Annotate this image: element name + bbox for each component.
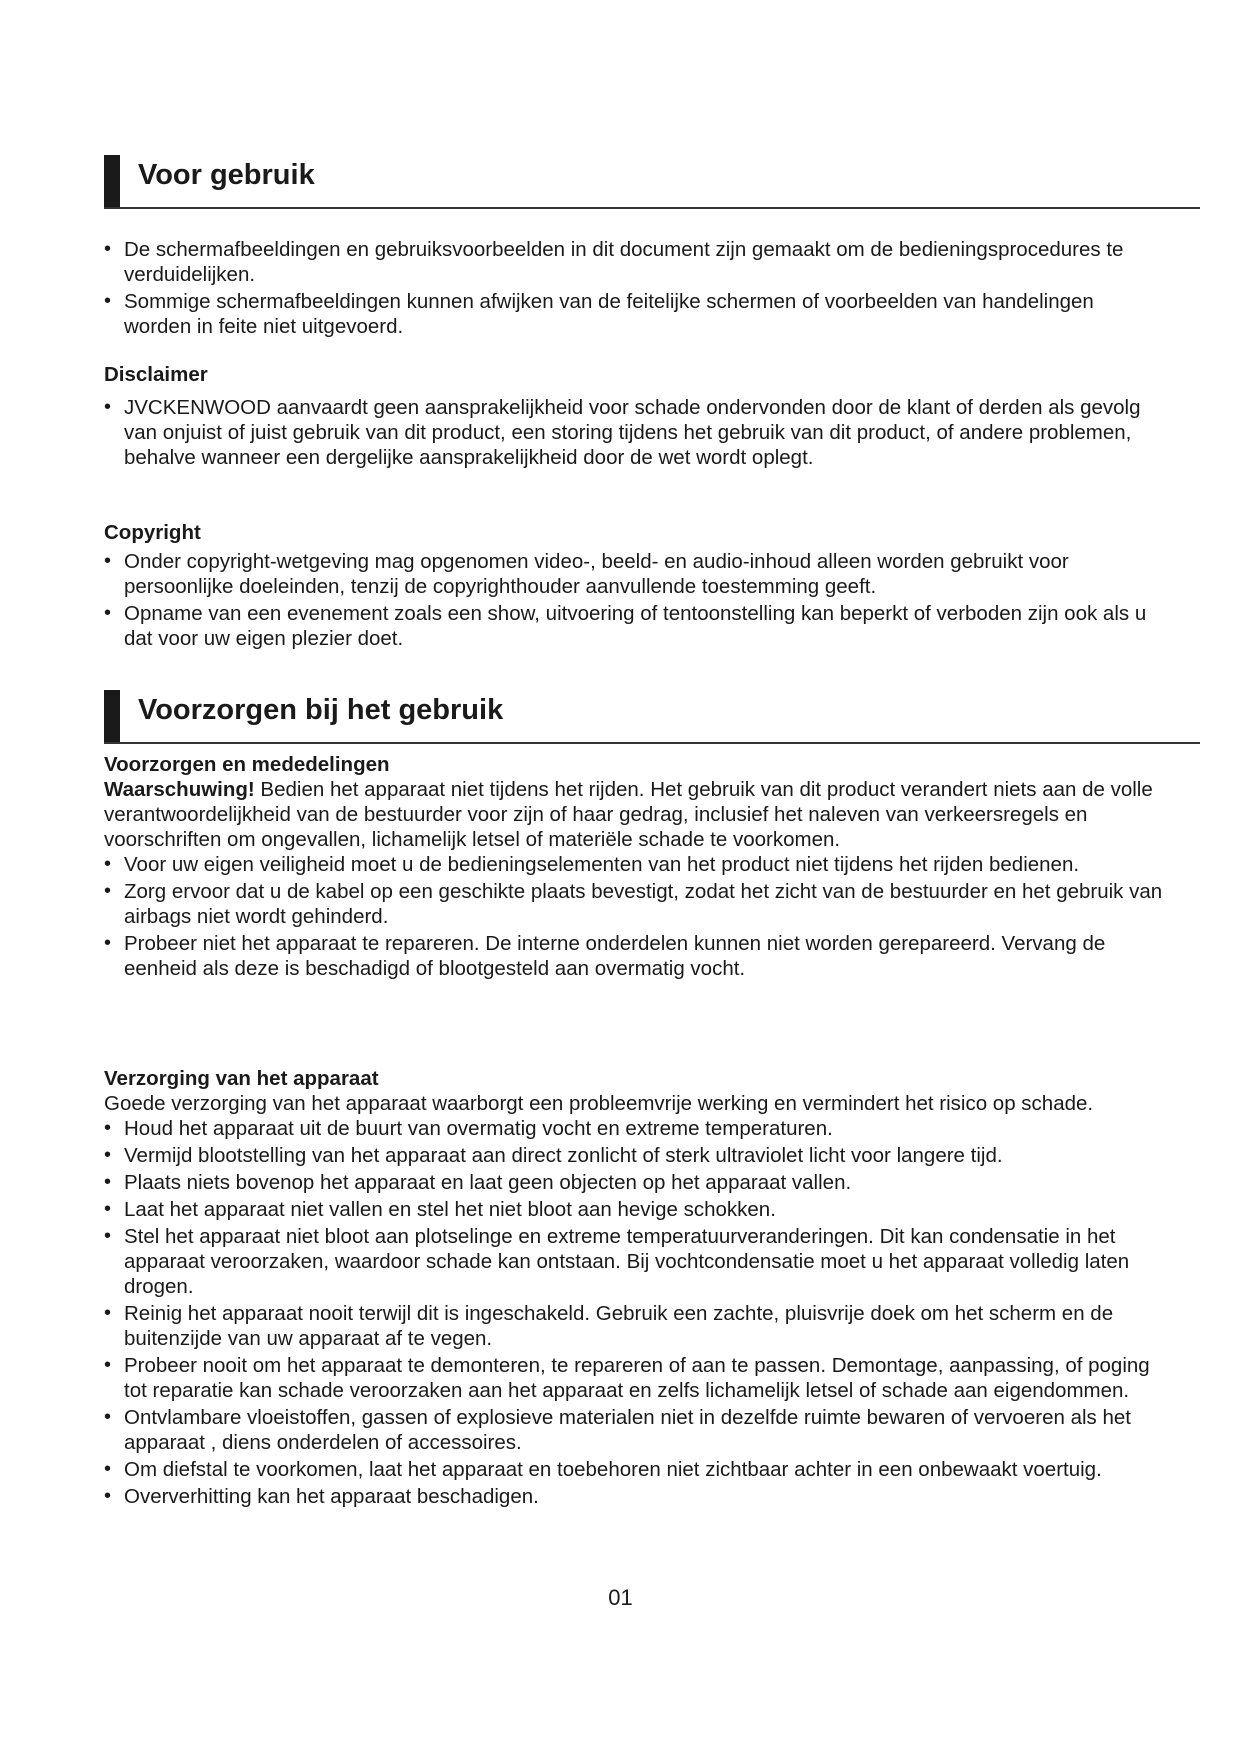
section-title: Voor gebruik [138, 159, 315, 191]
list-item: • Reinig het apparaat nooit terwijl dit is ingeschakeld. Gebruik een zachte, pluisvrije doek om het scherm en de buitenzijde van uw apparaat af te vegen. [104, 1301, 1164, 1351]
section-marker-bar [104, 155, 120, 207]
list-item: • Onder copyright-wetgeving mag opgenomen video-, beeld- en audio-inhoud alleen worden gebruikt voor persoonlijke doeleinden, tenzij de copyrighthouder aanvullende toestemming geeft. [104, 549, 1164, 599]
page-number: 01 [608, 1585, 633, 1610]
warning-text: Bedien het apparaat niet tijdens het rijden. Het gebruik van dit product verandert niets aan de volle verantwoordelijkheid van de bestuurder voor zijn of haar gedrag, inclusief het naleven van verkeersregels en voorschriften om ongevallen, lichamelijk letsel of materiële schade te voorkomen. [104, 778, 1153, 851]
list-item: • Opname van een evenement zoals een show, uitvoering of tentoonstelling kan beperkt of verboden zijn ook als u dat voor uw eigen plezier doet. [104, 601, 1164, 651]
precautions-block [104, 752, 1164, 983]
copyright-heading: Copyright [104, 521, 201, 544]
disclaimer-heading: Disclaimer [104, 363, 208, 386]
intro-block [104, 237, 1164, 341]
list-item: • Oververhitting kan het apparaat beschadigen. [104, 1484, 1164, 1509]
copyright-block [104, 520, 1164, 653]
list-item: • Probeer nooit om het apparaat te demonteren, te repareren of aan te passen. Demontage, aanpassing, of poging tot reparatie kan schade veroorzaken aan het apparaat en zelfs lichamelijk letsel of schade aan eigendommen. [104, 1353, 1164, 1403]
disclaimer-block [104, 362, 1164, 472]
precautions-list [104, 852, 1164, 981]
list-item: • Voor uw eigen veiligheid moet u de bedieningselementen van het product niet tijdens het rijden bedienen. [104, 852, 1164, 877]
list-item: • Laat het apparaat niet vallen en stel het niet bloot aan hevige schokken. [104, 1197, 1164, 1222]
intro-list [104, 237, 1164, 339]
copyright-list [104, 549, 1164, 651]
section-header-voorzorgen [104, 690, 1200, 744]
care-block [104, 1066, 1164, 1511]
care-intro: Goede verzorging van het apparaat waarborgt een probleemvrije werking en vermindert het risico op schade. [104, 1092, 1094, 1115]
list-item: • Zorg ervoor dat u de kabel op een geschikte plaats bevestigt, zodat het zicht van de bestuurder en het gebruik van airbags niet wordt gehinderd. [104, 879, 1164, 929]
precautions-heading: Voorzorgen en mededelingen [104, 753, 390, 776]
disclaimer-list [104, 395, 1164, 470]
list-item: • Stel het apparaat niet bloot aan plotselinge en extreme temperatuurveranderingen. Dit kan condensatie in het apparaat veroorzaken, waardoor schade kan ontstaan. Bij vochtcondensatie moet u het apparaat volledig laten drogen. [104, 1224, 1164, 1299]
list-item: • Sommige schermafbeeldingen kunnen afwijken van de feitelijke schermen of voorbeelden van handelingen worden in feite niet uitgevoerd. [104, 289, 1164, 339]
care-heading: Verzorging van het apparaat [104, 1067, 379, 1090]
list-item: • Probeer niet het apparaat te repareren. De interne onderdelen kunnen niet worden gerepareerd. Vervang de eenheid als deze is beschadigd of blootgesteld aan overmatig vocht. [104, 931, 1164, 981]
section-header-voor-gebruik [104, 155, 1200, 209]
care-list [104, 1116, 1164, 1509]
list-item: • De schermafbeeldingen en gebruiksvoorbeelden in dit document zijn gemaakt om de bedieningsprocedures te verduidelijken. [104, 237, 1164, 287]
list-item: • Om diefstal te voorkomen, laat het apparaat en toebehoren niet zichtbaar achter in een onbewaakt voertuig. [104, 1457, 1164, 1482]
list-item: • Vermijd blootstelling van het apparaat aan direct zonlicht of sterk ultraviolet licht voor langere tijd. [104, 1143, 1164, 1168]
list-item: • Ontvlambare vloeistoffen, gassen of explosieve materialen niet in dezelfde ruimte bewaren of vervoeren als het apparaat , diens onderdelen of accessoires. [104, 1405, 1164, 1455]
section-marker-bar [104, 690, 120, 742]
list-item: • Plaats niets bovenop het apparaat en laat geen objecten op het apparaat vallen. [104, 1170, 1164, 1195]
section-title: Voorzorgen bij het gebruik [138, 694, 504, 726]
list-item: • Houd het apparaat uit de buurt van overmatig vocht en extreme temperaturen. [104, 1116, 1164, 1141]
warning-label: Waarschuwing! [104, 778, 255, 801]
warning-paragraph [104, 777, 1164, 852]
list-item: • JVCKENWOOD aanvaardt geen aansprakelijkheid voor schade ondervonden door de klant of derden als gevolg van onjuist of juist gebruik van dit product, een storing tijdens het gebruik van dit product, of andere problemen, behalve wanneer een dergelijke aansprakelijkheid door de wet wordt oplegt. [104, 395, 1164, 470]
